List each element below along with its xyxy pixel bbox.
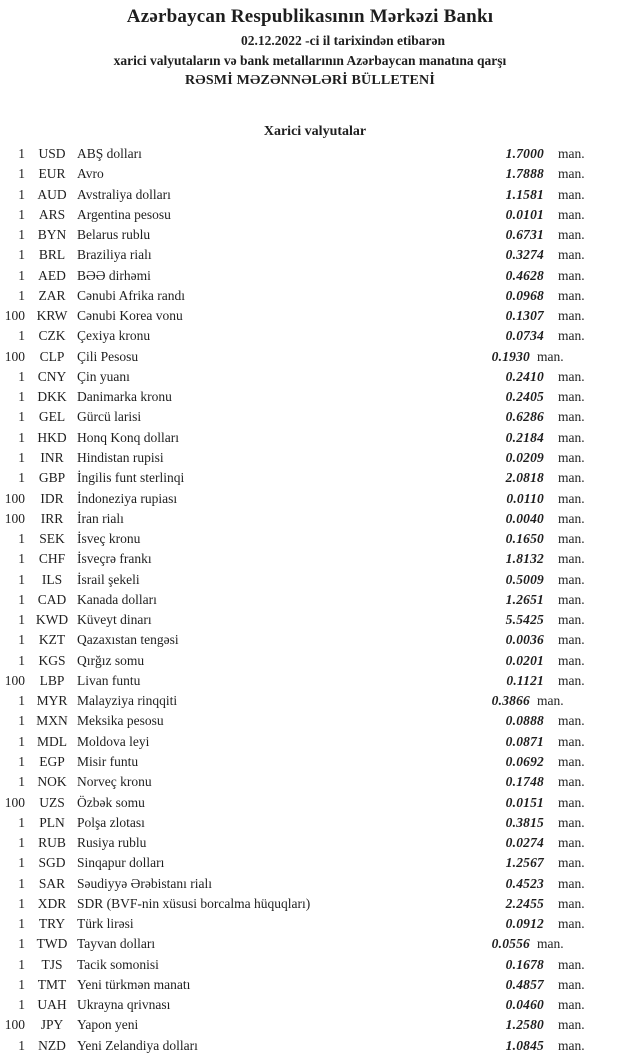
- rate-quantity: 1: [18, 531, 25, 547]
- rate-quantity: 1: [18, 713, 25, 729]
- rate-row: [0, 387, 620, 407]
- rate-quantity: 100: [4, 490, 25, 506]
- rate-quantity: 100: [4, 672, 25, 688]
- rate-value: 0.3866: [491, 693, 530, 709]
- rate-row: [0, 367, 620, 387]
- rate-value: 1.7888: [505, 166, 544, 182]
- currency-name: Livan funtu: [77, 672, 141, 688]
- rate-value: 0.0101: [505, 206, 544, 222]
- currency-name: Yapon yeni: [77, 1017, 139, 1033]
- currency-name: İngilis funt sterlinqi: [77, 470, 185, 486]
- rate-quantity: 1: [18, 227, 25, 243]
- rate-value: 2.2455: [505, 895, 544, 911]
- currency-name: ABŞ dolları: [77, 146, 142, 161]
- currency-name: Çili Pesosu: [77, 348, 139, 364]
- rate-quantity: 1: [18, 895, 25, 911]
- currency-code: ILS: [41, 571, 63, 587]
- rate-quantity: 1: [18, 389, 25, 405]
- rate-unit: man.: [537, 693, 564, 709]
- rate-unit: man.: [558, 814, 585, 830]
- rate-unit: man.: [558, 612, 585, 628]
- currency-code: AUD: [37, 186, 67, 202]
- currency-name: Avstraliya dolları: [77, 186, 171, 202]
- rate-value: 0.4628: [505, 267, 544, 283]
- rate-quantity: 1: [18, 186, 25, 202]
- currency-name: Özbək somu: [77, 794, 145, 810]
- currency-code: BRL: [38, 247, 66, 263]
- rate-unit: man.: [558, 429, 585, 445]
- currency-name: Rusiya rublu: [77, 835, 147, 851]
- currency-code: KRW: [36, 308, 68, 324]
- rate-unit: man.: [558, 449, 585, 465]
- rate-quantity: 1: [18, 774, 25, 790]
- rate-quantity: 1: [18, 814, 25, 830]
- rate-quantity: 100: [4, 794, 25, 810]
- currency-code: MYR: [36, 693, 68, 709]
- currency-code: INR: [40, 449, 64, 465]
- rate-quantity: 1: [18, 551, 25, 567]
- rate-row: [0, 1015, 620, 1035]
- rate-row: [0, 853, 620, 873]
- rate-quantity: 1: [18, 875, 25, 891]
- rate-unit: man.: [558, 267, 585, 283]
- rate-value: 1.7000: [505, 146, 544, 161]
- currency-name: Yeni Zelandiya dolları: [77, 1037, 198, 1053]
- currency-name: Cənubi Korea vonu: [77, 308, 183, 324]
- currency-code: ZAR: [38, 287, 66, 303]
- rate-value: 1.0845: [505, 1037, 544, 1053]
- rate-value: 2.0818: [505, 470, 544, 486]
- rate-row: [0, 975, 620, 995]
- rate-row: [0, 266, 620, 286]
- rate-value: 0.1748: [505, 774, 544, 790]
- rate-row: [0, 914, 620, 934]
- rate-unit: man.: [558, 389, 585, 405]
- rate-value: 1.8132: [505, 551, 544, 567]
- rate-value: 0.0734: [505, 328, 544, 344]
- subtitle-line: xarici valyutaların və bank metallarının Azərbaycan manatına qarşı: [113, 53, 507, 68]
- currency-code: CLP: [39, 348, 65, 364]
- rate-unit: man.: [558, 308, 585, 324]
- rate-unit: man.: [558, 146, 585, 161]
- rate-unit: man.: [537, 936, 564, 952]
- rate-quantity: 1: [18, 429, 25, 445]
- rate-value: 0.1121: [506, 672, 544, 688]
- rate-unit: man.: [558, 591, 585, 607]
- rate-unit: man.: [558, 652, 585, 668]
- rate-unit: man.: [558, 916, 585, 932]
- currency-code: TRY: [38, 916, 66, 932]
- rate-quantity: 1: [18, 449, 25, 465]
- rate-value: 0.3274: [505, 247, 544, 263]
- currency-code: LBP: [39, 672, 65, 688]
- rate-quantity: 1: [18, 470, 25, 486]
- rate-unit: man.: [558, 490, 585, 506]
- rate-quantity: 1: [18, 1037, 25, 1053]
- currency-name: Türk lirəsi: [77, 916, 134, 932]
- rate-row: [0, 934, 620, 954]
- currency-code: PLN: [39, 814, 65, 830]
- rate-row: [0, 225, 620, 245]
- rate-value: 0.4523: [505, 875, 544, 891]
- currency-name: Argentina pesosu: [77, 206, 171, 222]
- currency-name: Misir funtu: [77, 753, 139, 769]
- rate-value: 0.5009: [505, 571, 544, 587]
- rate-quantity: 1: [18, 652, 25, 668]
- rate-value: 0.0460: [505, 997, 544, 1013]
- rate-row: [0, 549, 620, 569]
- rate-value: 0.1678: [505, 956, 544, 972]
- currency-code: GEL: [38, 409, 66, 425]
- currency-code: IRR: [40, 510, 64, 526]
- rate-quantity: 1: [18, 146, 25, 161]
- currency-code: SAR: [38, 875, 66, 891]
- bank-title: Azərbaycan Respublikasının Mərkəzi Bankı: [126, 6, 494, 27]
- rate-value: 0.0209: [505, 449, 544, 465]
- currency-name: Küveyt dinarı: [77, 612, 152, 628]
- currency-code: CZK: [38, 328, 66, 344]
- rate-quantity: 1: [18, 632, 25, 648]
- currency-code: JPY: [40, 1017, 64, 1033]
- rate-unit: man.: [558, 855, 585, 871]
- rate-row: [0, 205, 620, 225]
- currency-code: CAD: [37, 591, 67, 607]
- rate-row: [0, 1036, 620, 1056]
- rate-value: 1.1581: [505, 186, 544, 202]
- rate-row: [0, 164, 620, 184]
- rate-quantity: 100: [4, 348, 25, 364]
- rate-quantity: 1: [18, 733, 25, 749]
- currency-code: TWD: [36, 936, 68, 952]
- rate-quantity: 1: [18, 916, 25, 932]
- rate-row: [0, 813, 620, 833]
- rate-quantity: 1: [18, 206, 25, 222]
- currency-code: TJS: [41, 956, 63, 972]
- rate-value: 0.1307: [505, 308, 544, 324]
- rate-unit: man.: [558, 632, 585, 648]
- currency-code: BYN: [37, 227, 67, 243]
- rate-quantity: 1: [18, 693, 25, 709]
- rate-row: [0, 326, 620, 346]
- currency-code: XDR: [37, 895, 67, 911]
- rate-row: [0, 793, 620, 813]
- rate-unit: man.: [558, 227, 585, 243]
- currency-code: MDL: [37, 733, 67, 749]
- rate-unit: man.: [558, 774, 585, 790]
- currency-code: KWD: [35, 612, 69, 628]
- rate-row: [0, 995, 620, 1015]
- currency-name: Hindistan rupisi: [77, 449, 164, 465]
- currency-code: CHF: [38, 551, 66, 567]
- rate-value: 0.0110: [506, 490, 544, 506]
- rate-row: [0, 651, 620, 671]
- rate-quantity: 1: [18, 328, 25, 344]
- rate-row: [0, 286, 620, 306]
- currency-name: Honq Konq dolları: [77, 429, 179, 445]
- rate-row: [0, 468, 620, 488]
- rate-unit: man.: [558, 997, 585, 1013]
- rate-unit: man.: [558, 470, 585, 486]
- rate-row: [0, 833, 620, 853]
- rate-value: 0.0201: [505, 652, 544, 668]
- rate-unit: man.: [558, 713, 585, 729]
- rate-quantity: 1: [18, 835, 25, 851]
- currency-name: Cənubi Afrika randı: [77, 287, 185, 303]
- rate-value: 0.2405: [505, 389, 544, 405]
- rate-unit: man.: [558, 571, 585, 587]
- currency-name: İsveçrə frankı: [77, 551, 152, 567]
- rate-value: 0.0556: [491, 936, 530, 952]
- rate-row: [0, 570, 620, 590]
- rate-value: 0.0036: [505, 632, 544, 648]
- currency-code: DKK: [37, 389, 67, 405]
- rate-row: [0, 894, 620, 914]
- rate-unit: man.: [558, 247, 585, 263]
- rate-value: 0.1930: [491, 348, 530, 364]
- currency-code: SEK: [39, 531, 65, 547]
- currency-code: EUR: [38, 166, 66, 182]
- rate-unit: man.: [558, 976, 585, 992]
- rate-unit: man.: [558, 794, 585, 810]
- rate-quantity: 1: [18, 855, 25, 871]
- rates-table: [0, 144, 620, 1056]
- currency-name: Norveç kronu: [77, 774, 152, 790]
- rate-value: 0.2410: [505, 368, 544, 384]
- rate-row: [0, 711, 620, 731]
- currency-code: NZD: [38, 1037, 66, 1053]
- currency-name: Qazaxıstan tengəsi: [77, 632, 179, 648]
- effective-date-line: 02.12.2022 -ci il tarixindən etibarən: [241, 33, 445, 48]
- currency-name: Kanada dolları: [77, 591, 157, 607]
- rate-quantity: 1: [18, 591, 25, 607]
- bulletin-title: RƏSMİ MƏZƏNNƏLƏRİ BÜLLETENİ: [184, 73, 436, 88]
- rate-row: [0, 691, 620, 711]
- currency-code: KZT: [38, 632, 66, 648]
- currency-code: EGP: [39, 753, 65, 769]
- currency-name: Gürcü larisi: [77, 409, 142, 425]
- currency-name: Yeni türkmən manatı: [77, 976, 191, 992]
- currency-name: Tacik somonisi: [77, 956, 159, 972]
- rate-unit: man.: [558, 733, 585, 749]
- rate-unit: man.: [558, 510, 585, 526]
- currency-name: Malayziya rinqqiti: [77, 693, 178, 709]
- rate-quantity: 1: [18, 612, 25, 628]
- rate-value: 1.2567: [505, 855, 544, 871]
- rate-row: [0, 407, 620, 427]
- currency-name: Çin yuanı: [77, 368, 130, 384]
- currency-name: Səudiyyə Ərəbistanı rialı: [77, 875, 212, 891]
- currency-code: GBP: [38, 470, 66, 486]
- currency-name: Çexiya kronu: [77, 328, 151, 344]
- currency-code: NOK: [37, 774, 67, 790]
- rate-unit: man.: [558, 835, 585, 851]
- currency-code: AED: [38, 267, 66, 283]
- rate-quantity: 1: [18, 997, 25, 1013]
- currency-name: SDR (BVF-nin xüsusi borcalma hüquqları): [77, 895, 311, 911]
- rate-value: 0.0151: [505, 794, 544, 810]
- rate-unit: man.: [558, 206, 585, 222]
- rate-row: [0, 306, 620, 326]
- currency-name: İsrail şekeli: [77, 571, 140, 587]
- rate-unit: man.: [558, 368, 585, 384]
- rate-value: 0.3815: [505, 814, 544, 830]
- rate-row: [0, 610, 620, 630]
- rate-row: [0, 185, 620, 205]
- rate-value: 0.0274: [505, 835, 544, 851]
- rate-value: 0.6286: [505, 409, 544, 425]
- rate-row: [0, 489, 620, 509]
- rate-row: [0, 245, 620, 265]
- currency-code: TMT: [37, 976, 67, 992]
- rate-row: [0, 347, 620, 367]
- currency-code: MXN: [36, 713, 68, 729]
- rate-value: 0.1650: [505, 531, 544, 547]
- document-header: [0, 0, 620, 89]
- rate-value: 0.0968: [505, 287, 544, 303]
- currency-code: CNY: [37, 368, 67, 384]
- rate-row: [0, 428, 620, 448]
- currency-name: Avro: [77, 166, 104, 182]
- rate-row: [0, 732, 620, 752]
- currency-code: IDR: [40, 490, 64, 506]
- rate-row: [0, 590, 620, 610]
- currency-code: RUB: [38, 835, 66, 851]
- currency-name: Ukrayna qrivnası: [77, 997, 171, 1013]
- currency-name: Moldova leyi: [77, 733, 150, 749]
- rate-row: [0, 509, 620, 529]
- rate-value: 0.0692: [505, 753, 544, 769]
- rate-row: [0, 529, 620, 549]
- rate-row: [0, 955, 620, 975]
- rate-value: 0.2184: [505, 429, 544, 445]
- currency-name: Tayvan dolları: [77, 936, 156, 952]
- currency-name: Sinqapur dolları: [77, 855, 165, 871]
- rate-unit: man.: [558, 186, 585, 202]
- currency-code: USD: [38, 146, 66, 161]
- currency-name: İndoneziya rupiası: [77, 490, 178, 506]
- rate-quantity: 1: [18, 753, 25, 769]
- currency-name: Qırğız somu: [77, 652, 145, 668]
- rate-quantity: 1: [18, 409, 25, 425]
- rate-value: 1.2651: [505, 591, 544, 607]
- rate-quantity: 1: [18, 166, 25, 182]
- rate-unit: man.: [558, 531, 585, 547]
- rate-quantity: 1: [18, 956, 25, 972]
- rate-unit: man.: [558, 1017, 585, 1033]
- rate-row: [0, 874, 620, 894]
- rate-value: 0.0871: [505, 733, 544, 749]
- rate-unit: man.: [558, 895, 585, 911]
- rate-unit: man.: [558, 875, 585, 891]
- currency-name: İran rialı: [77, 510, 124, 526]
- currency-code: UAH: [37, 997, 67, 1013]
- rate-unit: man.: [558, 409, 585, 425]
- currency-name: BƏƏ dirhəmi: [77, 267, 151, 283]
- currency-code: UZS: [39, 794, 65, 810]
- rate-quantity: 1: [18, 287, 25, 303]
- rate-row: [0, 772, 620, 792]
- rate-unit: man.: [558, 672, 585, 688]
- rate-unit: man.: [558, 753, 585, 769]
- rate-row: [0, 448, 620, 468]
- rate-unit: man.: [558, 1037, 585, 1053]
- rate-value: 0.4857: [505, 976, 544, 992]
- rate-row: [0, 144, 620, 164]
- rate-row: [0, 752, 620, 772]
- rate-quantity: 1: [18, 571, 25, 587]
- currency-name: Polşa zlotası: [77, 814, 145, 830]
- rate-value: 1.2580: [505, 1017, 544, 1033]
- rate-unit: man.: [558, 166, 585, 182]
- rate-quantity: 1: [18, 247, 25, 263]
- currency-name: Meksika pesosu: [77, 713, 164, 729]
- section-title-foreign-currencies: Xarici valyutalar: [263, 124, 367, 139]
- rate-value: 5.5425: [505, 612, 544, 628]
- currency-code: KGS: [38, 652, 66, 668]
- currency-name: Belarus rublu: [77, 227, 151, 243]
- rate-quantity: 100: [4, 308, 25, 324]
- currency-name: Danimarka kronu: [77, 389, 172, 405]
- rate-value: 0.0040: [505, 510, 544, 526]
- rate-unit: man.: [558, 328, 585, 344]
- rate-unit: man.: [558, 956, 585, 972]
- currency-name: İsveç kronu: [77, 531, 141, 547]
- currency-code: ARS: [38, 206, 66, 222]
- rate-quantity: 1: [18, 368, 25, 384]
- rate-quantity: 100: [4, 1017, 25, 1033]
- rate-quantity: 1: [18, 267, 25, 283]
- currency-name: Braziliya rialı: [77, 247, 152, 263]
- rate-row: [0, 630, 620, 650]
- rate-quantity: 100: [4, 510, 25, 526]
- currency-code: HKD: [37, 429, 67, 445]
- rate-unit: man.: [537, 348, 564, 364]
- rate-quantity: 1: [18, 936, 25, 952]
- rate-value: 0.0888: [505, 713, 544, 729]
- rate-row: [0, 671, 620, 691]
- currency-code: SGD: [38, 855, 66, 871]
- rate-unit: man.: [558, 551, 585, 567]
- rate-quantity: 1: [18, 976, 25, 992]
- rate-value: 0.0912: [505, 916, 544, 932]
- rate-unit: man.: [558, 287, 585, 303]
- rate-value: 0.6731: [505, 227, 544, 243]
